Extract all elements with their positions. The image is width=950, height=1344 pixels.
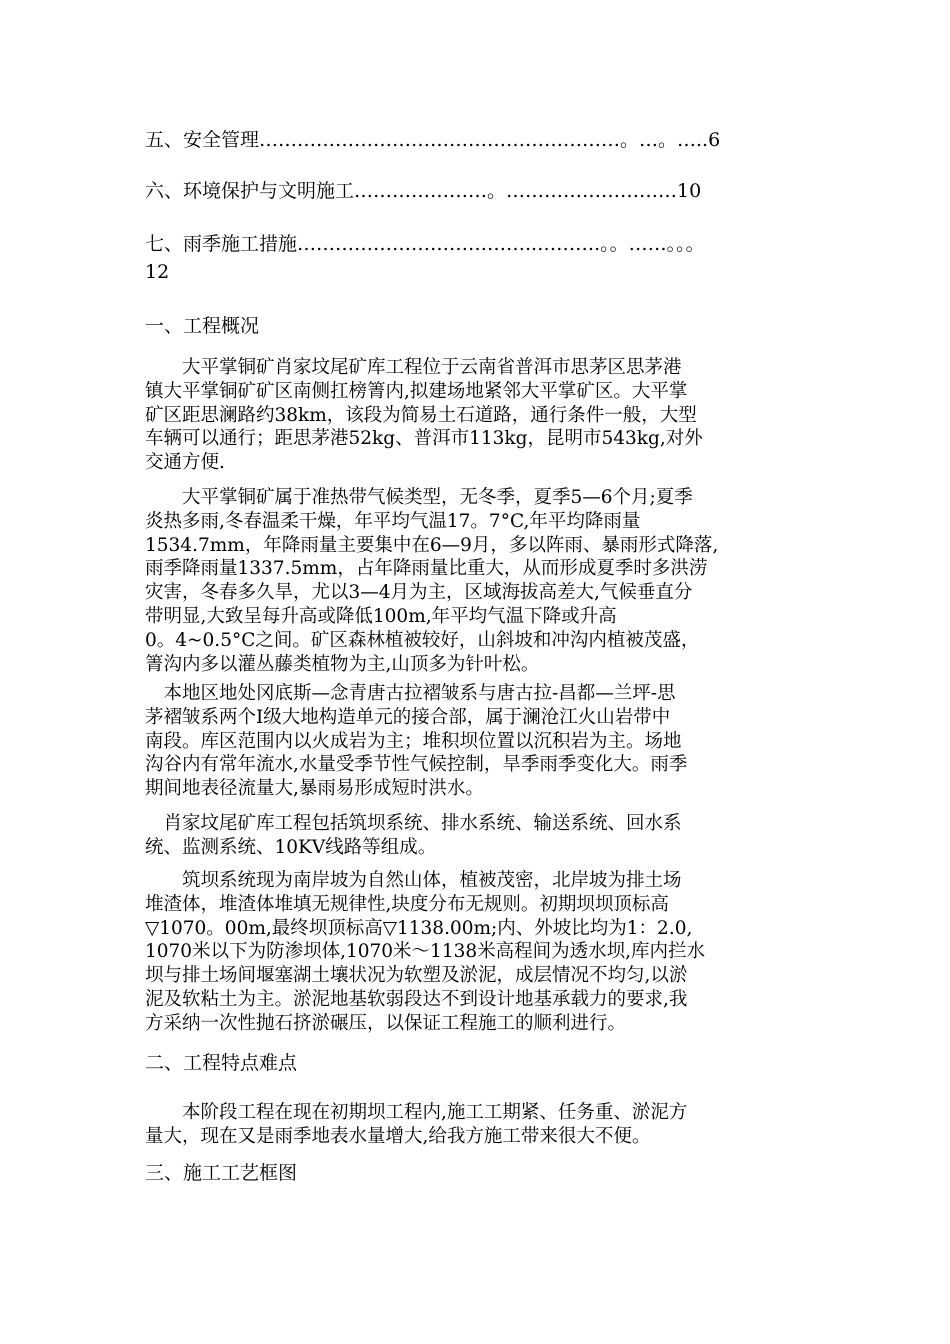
text-line: 大平掌铜矿肖家坟尾矿库工程位于云南省普洱市思茅区思茅港 bbox=[145, 357, 682, 378]
toc-entry-safety-management[interactable]: 五、安全管理…………………………………………………。…。…..6 bbox=[145, 129, 721, 151]
text-line: ▽1070。00m,最终坝顶标高▽1138.00m;内、外坡比均为1：2.0, bbox=[145, 917, 693, 939]
toc-entry-environmental-protection[interactable]: 六、环境保护与文明施工…………………。………………………10 bbox=[145, 180, 702, 202]
text-line: 带明显,大致呈每升高或降低100m,年平均气温下降或升高 bbox=[145, 605, 617, 627]
text-line: 坝与排土场间堰塞湖土壤状况为软塑及淤泥，成层情况不均匀,以淤 bbox=[145, 965, 688, 987]
paragraph-project-composition bbox=[145, 812, 807, 860]
text-line: 灾害，冬春多久旱，尤以3—4月为主，区域海拔高差大,气候垂直分 bbox=[145, 582, 693, 604]
section-heading-project-difficulties: 二、工程特点难点 bbox=[145, 1052, 298, 1074]
text-line: 箐沟内多以灌丛藤类植物为主,山顶多为针叶松。 bbox=[145, 653, 540, 675]
text-line: 大平掌铜矿属于准热带气候类型，无冬季，夏季5—6个月;夏季 bbox=[145, 487, 693, 508]
text-line: 期间地表径流量大,暴雨易形成短时洪水。 bbox=[145, 778, 484, 800]
text-line: 方采纳一次性抛石挤淤碾压，以保证工程施工的顺利进行。 bbox=[145, 1012, 627, 1034]
text-line: 雨季降雨量1337.5mm，占年降雨量比重大，从而形成夏季时多洪涝 bbox=[145, 558, 708, 580]
section-heading-process-flowchart: 三、施工工艺框图 bbox=[145, 1162, 298, 1184]
paragraph-dam-system bbox=[145, 869, 807, 1036]
text-line: 量大，现在又是雨季地表水量增大,给我方施工带来很大不便。 bbox=[145, 1125, 651, 1147]
text-line: 泥及软粘土为主。淤泥地基软弱段达不到设计地基承载力的要求,我 bbox=[145, 988, 688, 1010]
paragraph-location bbox=[145, 356, 807, 475]
text-line: 矿区距思澜路约38km，该段为简易土石道路，通行条件一般，大型 bbox=[145, 404, 697, 426]
text-line: 镇大平掌铜矿矿区南侧扛榜箐内,拟建场地紧邻大平掌矿区。大平掌 bbox=[145, 380, 688, 402]
section-heading-project-overview: 一、工程概况 bbox=[145, 315, 260, 337]
paragraph-difficulties bbox=[145, 1101, 807, 1149]
toc-entry-rainy-season-page-number[interactable]: 12 bbox=[145, 261, 170, 283]
text-line: 统、监测系统、10KV线路等组成。 bbox=[145, 836, 437, 858]
text-line: 本地区地处冈底斯—念青唐古拉褶皱系与唐古拉-昌都—兰坪-思 bbox=[145, 683, 676, 704]
toc-entry-rainy-season-measures[interactable]: 七、雨季施工措施………………………………..……….。。……。。。 bbox=[145, 233, 705, 255]
text-line: 肖家坟尾矿库工程包括筑坝系统、排水系统、输送系统、回水系 bbox=[145, 813, 682, 834]
paragraph-climate bbox=[145, 486, 807, 676]
text-line: 1070米以下为防渗坝体,1070米～1138米高程间为透水坝,库内拦水 bbox=[145, 941, 706, 963]
text-line: 炎热多雨,冬春温柔干燥，年平均气温17。7°C,年平均降雨量 bbox=[145, 510, 641, 532]
text-line: 交通方便. bbox=[145, 452, 225, 474]
paragraph-geology bbox=[145, 682, 807, 801]
text-line: 0。4~0.5°C之间。矿区森林植被较好，山斜坡和冲沟内植被茂盛， bbox=[145, 629, 700, 651]
text-line: 筑坝系统现为南岸坡为自然山体，植被茂密，北岸坡为排土场 bbox=[145, 870, 682, 891]
text-line: 本阶段工程在现在初期坝工程内,施工工期紧、任务重、淤泥方 bbox=[145, 1102, 688, 1123]
text-line: 沟谷内有常年流水,水量受季节性气候控制，旱季雨季变化大。雨季 bbox=[145, 754, 688, 776]
text-line: 南段。库区范围内以火成岩为主；堆积坝位置以沉积岩为主。场地 bbox=[145, 730, 682, 752]
text-line: 茅褶皱系两个Ⅰ级大地构造单元的接合部，属于澜沧江火山岩带中 bbox=[145, 706, 671, 728]
text-line: 1534.7mm，年降雨量主要集中在6—9月，多以阵雨、暴雨形式降落, bbox=[145, 534, 719, 556]
text-line: 车辆可以通行；距思茅港52kg、普洱市113kg，昆明市543kg,对外 bbox=[145, 428, 703, 450]
text-line: 堆渣体，堆渣体堆填无规律性,块度分布无规则。初期坝坝顶标高 bbox=[145, 893, 669, 915]
